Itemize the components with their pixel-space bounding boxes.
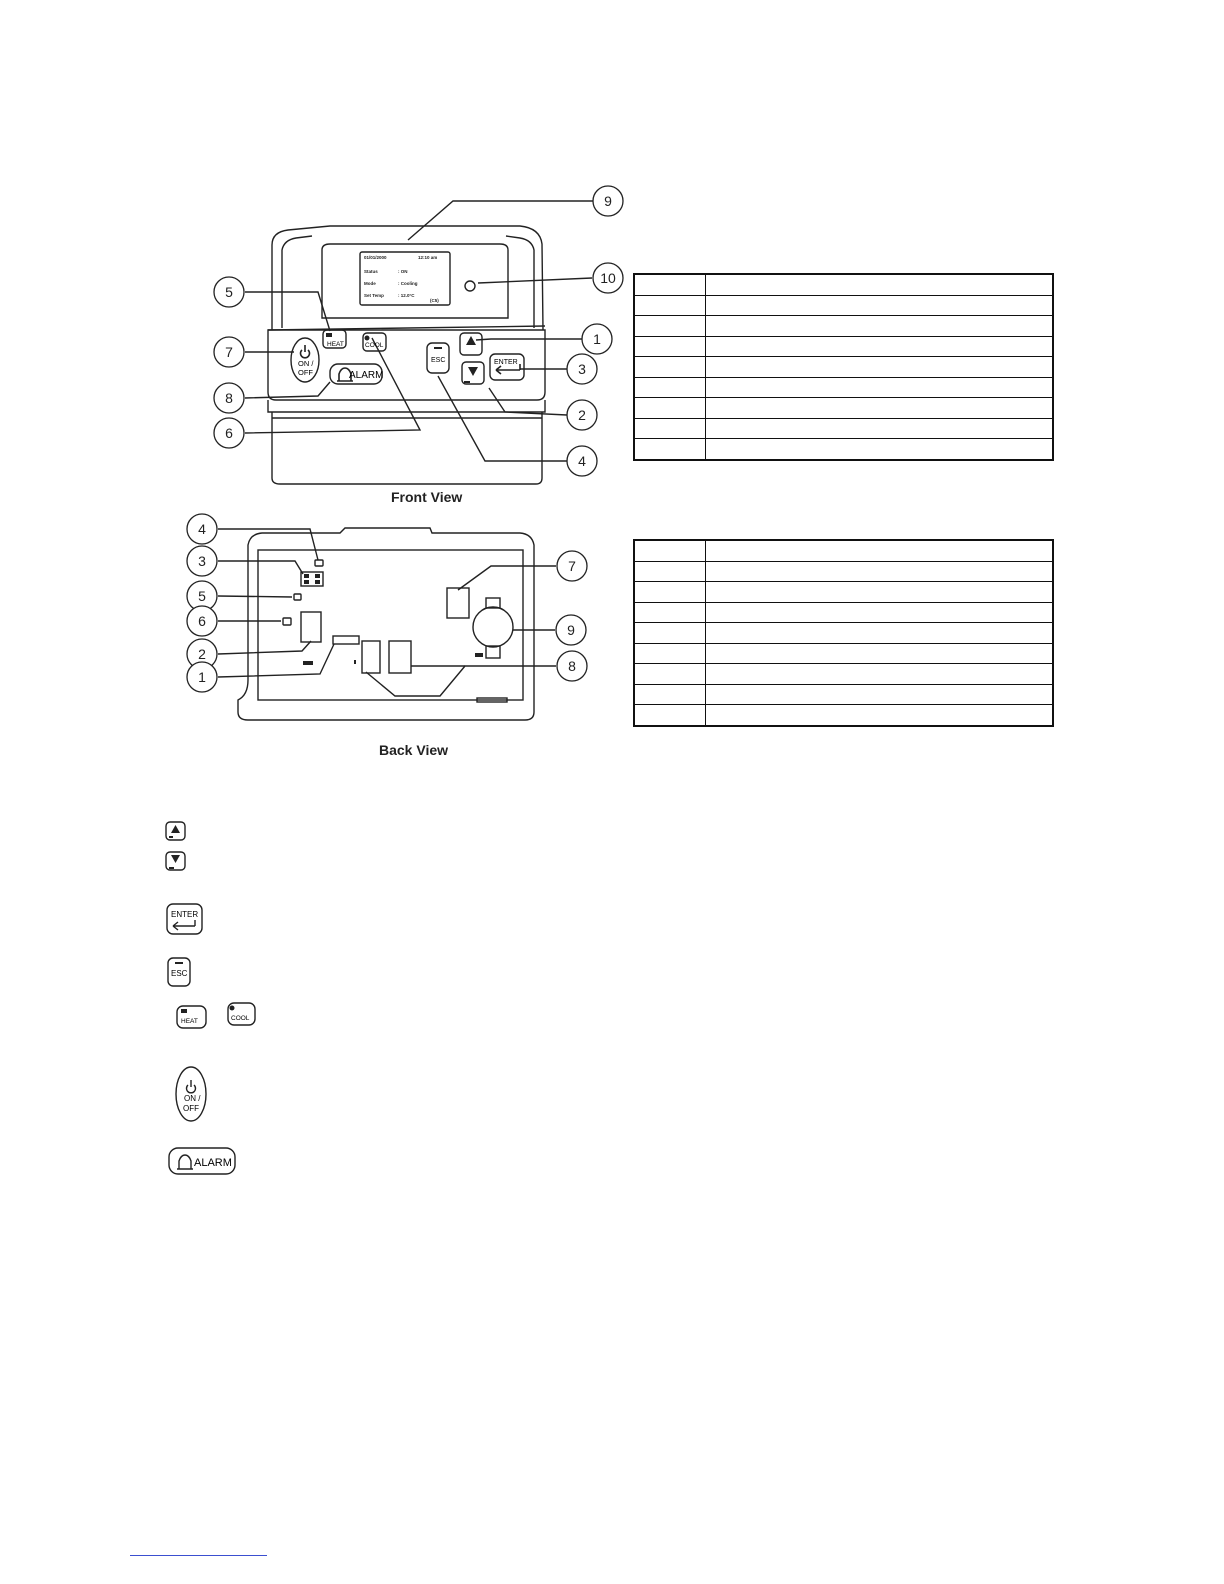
lcd-status-value: : ON — [398, 269, 408, 274]
callout-back-3: 3 — [198, 553, 206, 569]
front-view-caption: Front View — [391, 489, 463, 505]
back-legend-table — [633, 539, 1054, 727]
table-row — [634, 623, 1053, 644]
callout-front-4: 4 — [578, 453, 586, 469]
lcd-mode-value: : Cooling — [398, 281, 418, 286]
front-legend-table — [633, 273, 1054, 461]
callout-back-7: 7 — [568, 558, 576, 574]
lcd-status-label: Status — [364, 269, 378, 274]
enter-icon — [167, 904, 202, 934]
enter-label: ENTER — [494, 359, 518, 366]
lcd-time: 12:10 am — [418, 255, 438, 260]
alarm-label: ALARM — [349, 370, 384, 381]
back-view-diagram — [0, 0, 640, 760]
table-row — [634, 602, 1053, 623]
table-row — [634, 540, 1053, 561]
button-icon-list — [150, 810, 450, 1210]
callout-front-8: 8 — [225, 390, 233, 406]
battery-cell — [473, 607, 513, 647]
callout-back-8: 8 — [568, 658, 576, 674]
table-row — [634, 398, 1053, 419]
callout-front-3: 3 — [578, 361, 586, 377]
callout-back-2: 2 — [198, 646, 206, 662]
on-label: ON / — [298, 359, 314, 368]
table-row — [634, 705, 1053, 726]
icon-heat-label: HEAT — [181, 1018, 198, 1025]
icon-on-label: ON / — [184, 1094, 201, 1103]
table-row — [634, 643, 1053, 664]
icon-off-label: OFF — [183, 1104, 199, 1113]
esc-label: ESC — [431, 357, 446, 364]
footer-rule — [130, 1555, 267, 1556]
callout-front-7: 7 — [225, 344, 233, 360]
table-row — [634, 336, 1053, 357]
callout-back-5: 5 — [198, 588, 206, 604]
table-row — [634, 439, 1053, 460]
table-row — [634, 274, 1053, 295]
icon-alarm-label: ALARM — [194, 1157, 232, 1169]
table-row — [634, 316, 1053, 337]
heat-label: HEAT — [327, 341, 344, 348]
callout-front-5: 5 — [225, 284, 233, 300]
callout-back-6: 6 — [198, 613, 206, 629]
table-row — [634, 561, 1053, 582]
table-row — [634, 684, 1053, 705]
lcd-settemp-value: : 12.0°C — [398, 293, 415, 298]
icon-enter-label: ENTER — [171, 910, 199, 919]
table-row — [634, 377, 1053, 398]
icon-cool-label: COOL — [231, 1015, 250, 1022]
icon-esc-label: ESC — [171, 969, 188, 978]
lcd-corner: (C5) — [430, 298, 439, 303]
back-view-caption: Back View — [379, 742, 449, 758]
callout-back-1: 1 — [198, 669, 206, 685]
callout-front-9: 9 — [604, 193, 612, 209]
lcd-settemp-label: Set Temp — [364, 293, 384, 298]
callout-front-1: 1 — [593, 331, 601, 347]
off-label: OFF — [298, 368, 313, 377]
lcd-mode-label: Mode — [364, 281, 376, 286]
table-row — [634, 582, 1053, 603]
lcd-date: 01/01/2000 — [364, 255, 387, 260]
table-row — [634, 664, 1053, 685]
callout-front-10: 10 — [600, 270, 616, 286]
callout-back-4: 4 — [198, 521, 206, 537]
callout-front-2: 2 — [578, 407, 586, 423]
table-row — [634, 295, 1053, 316]
cool-label: COOL — [365, 342, 384, 349]
table-row — [634, 357, 1053, 378]
callout-back-9: 9 — [567, 622, 575, 638]
callout-front-6: 6 — [225, 425, 233, 441]
table-row — [634, 418, 1053, 439]
